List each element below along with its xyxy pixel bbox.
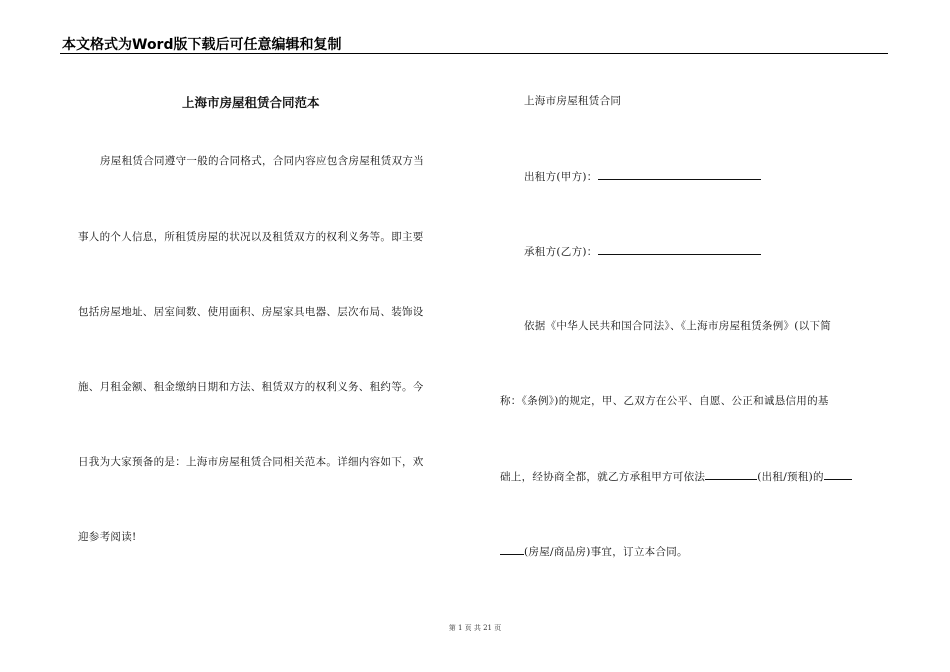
rent-type-blank (705, 468, 757, 480)
download-notice-banner: 本文格式为Word版下载后可任意编辑和复制 (62, 37, 342, 53)
basis-line-4 (500, 543, 688, 559)
intro-line-1: 房屋租赁合同遵守一般的合同格式，合同内容应包含房屋租赁双方当 (100, 155, 424, 167)
document-title: 上海市房屋租赁合同范本 (182, 95, 320, 110)
intro-line-4: 施、月租金额、租金缴纳日期和方法、租赁双方的权利义务、租约等。今 (78, 381, 424, 393)
header-divider (60, 53, 888, 54)
basis-line-2: 称：《条例》)的规定，甲、乙双方在公平、自愿、公正和诚恳信用的基 (500, 395, 829, 407)
lessor-row (524, 168, 761, 184)
basis-line-3 (500, 468, 852, 484)
basis-line-1: 依据《中华人民共和国合同法》、《上海市房屋租赁条例》(以下简 (524, 320, 832, 332)
basis-line-3-mid: (出租/预租)的 (757, 471, 824, 483)
lessee-row (524, 243, 761, 259)
intro-line-6: 迎参考阅读! (78, 531, 137, 543)
lessor-label: 出租方(甲方)： (524, 171, 598, 183)
lessor-blank (598, 168, 761, 180)
basis-line-3-prefix: 础上，经协商全都，就乙方承租甲方可依法 (500, 471, 706, 483)
intro-line-2: 事人的个人信息，所租赁房屋的状况以及租赁双方的权利义务等。即主要 (78, 231, 424, 243)
property-blank-a (824, 468, 852, 480)
intro-line-3: 包括房屋地址、居室间数、使用面积、房屋家具电器、层次布局、装饰设 (78, 306, 424, 318)
lessee-label: 承租方(乙方)： (524, 246, 598, 258)
property-blank-b (500, 543, 524, 555)
page-number: 第 1 页 共 21 页 (448, 624, 502, 632)
contract-heading: 上海市房屋租赁合同 (524, 95, 622, 107)
intro-line-5: 日我为大家预备的是：上海市房屋租赁合同相关范本。详细内容如下，欢 (78, 456, 424, 468)
lessee-blank (598, 243, 761, 255)
basis-line-4-suffix: (房屋/商品房)事宜，订立本合同。 (524, 546, 688, 558)
